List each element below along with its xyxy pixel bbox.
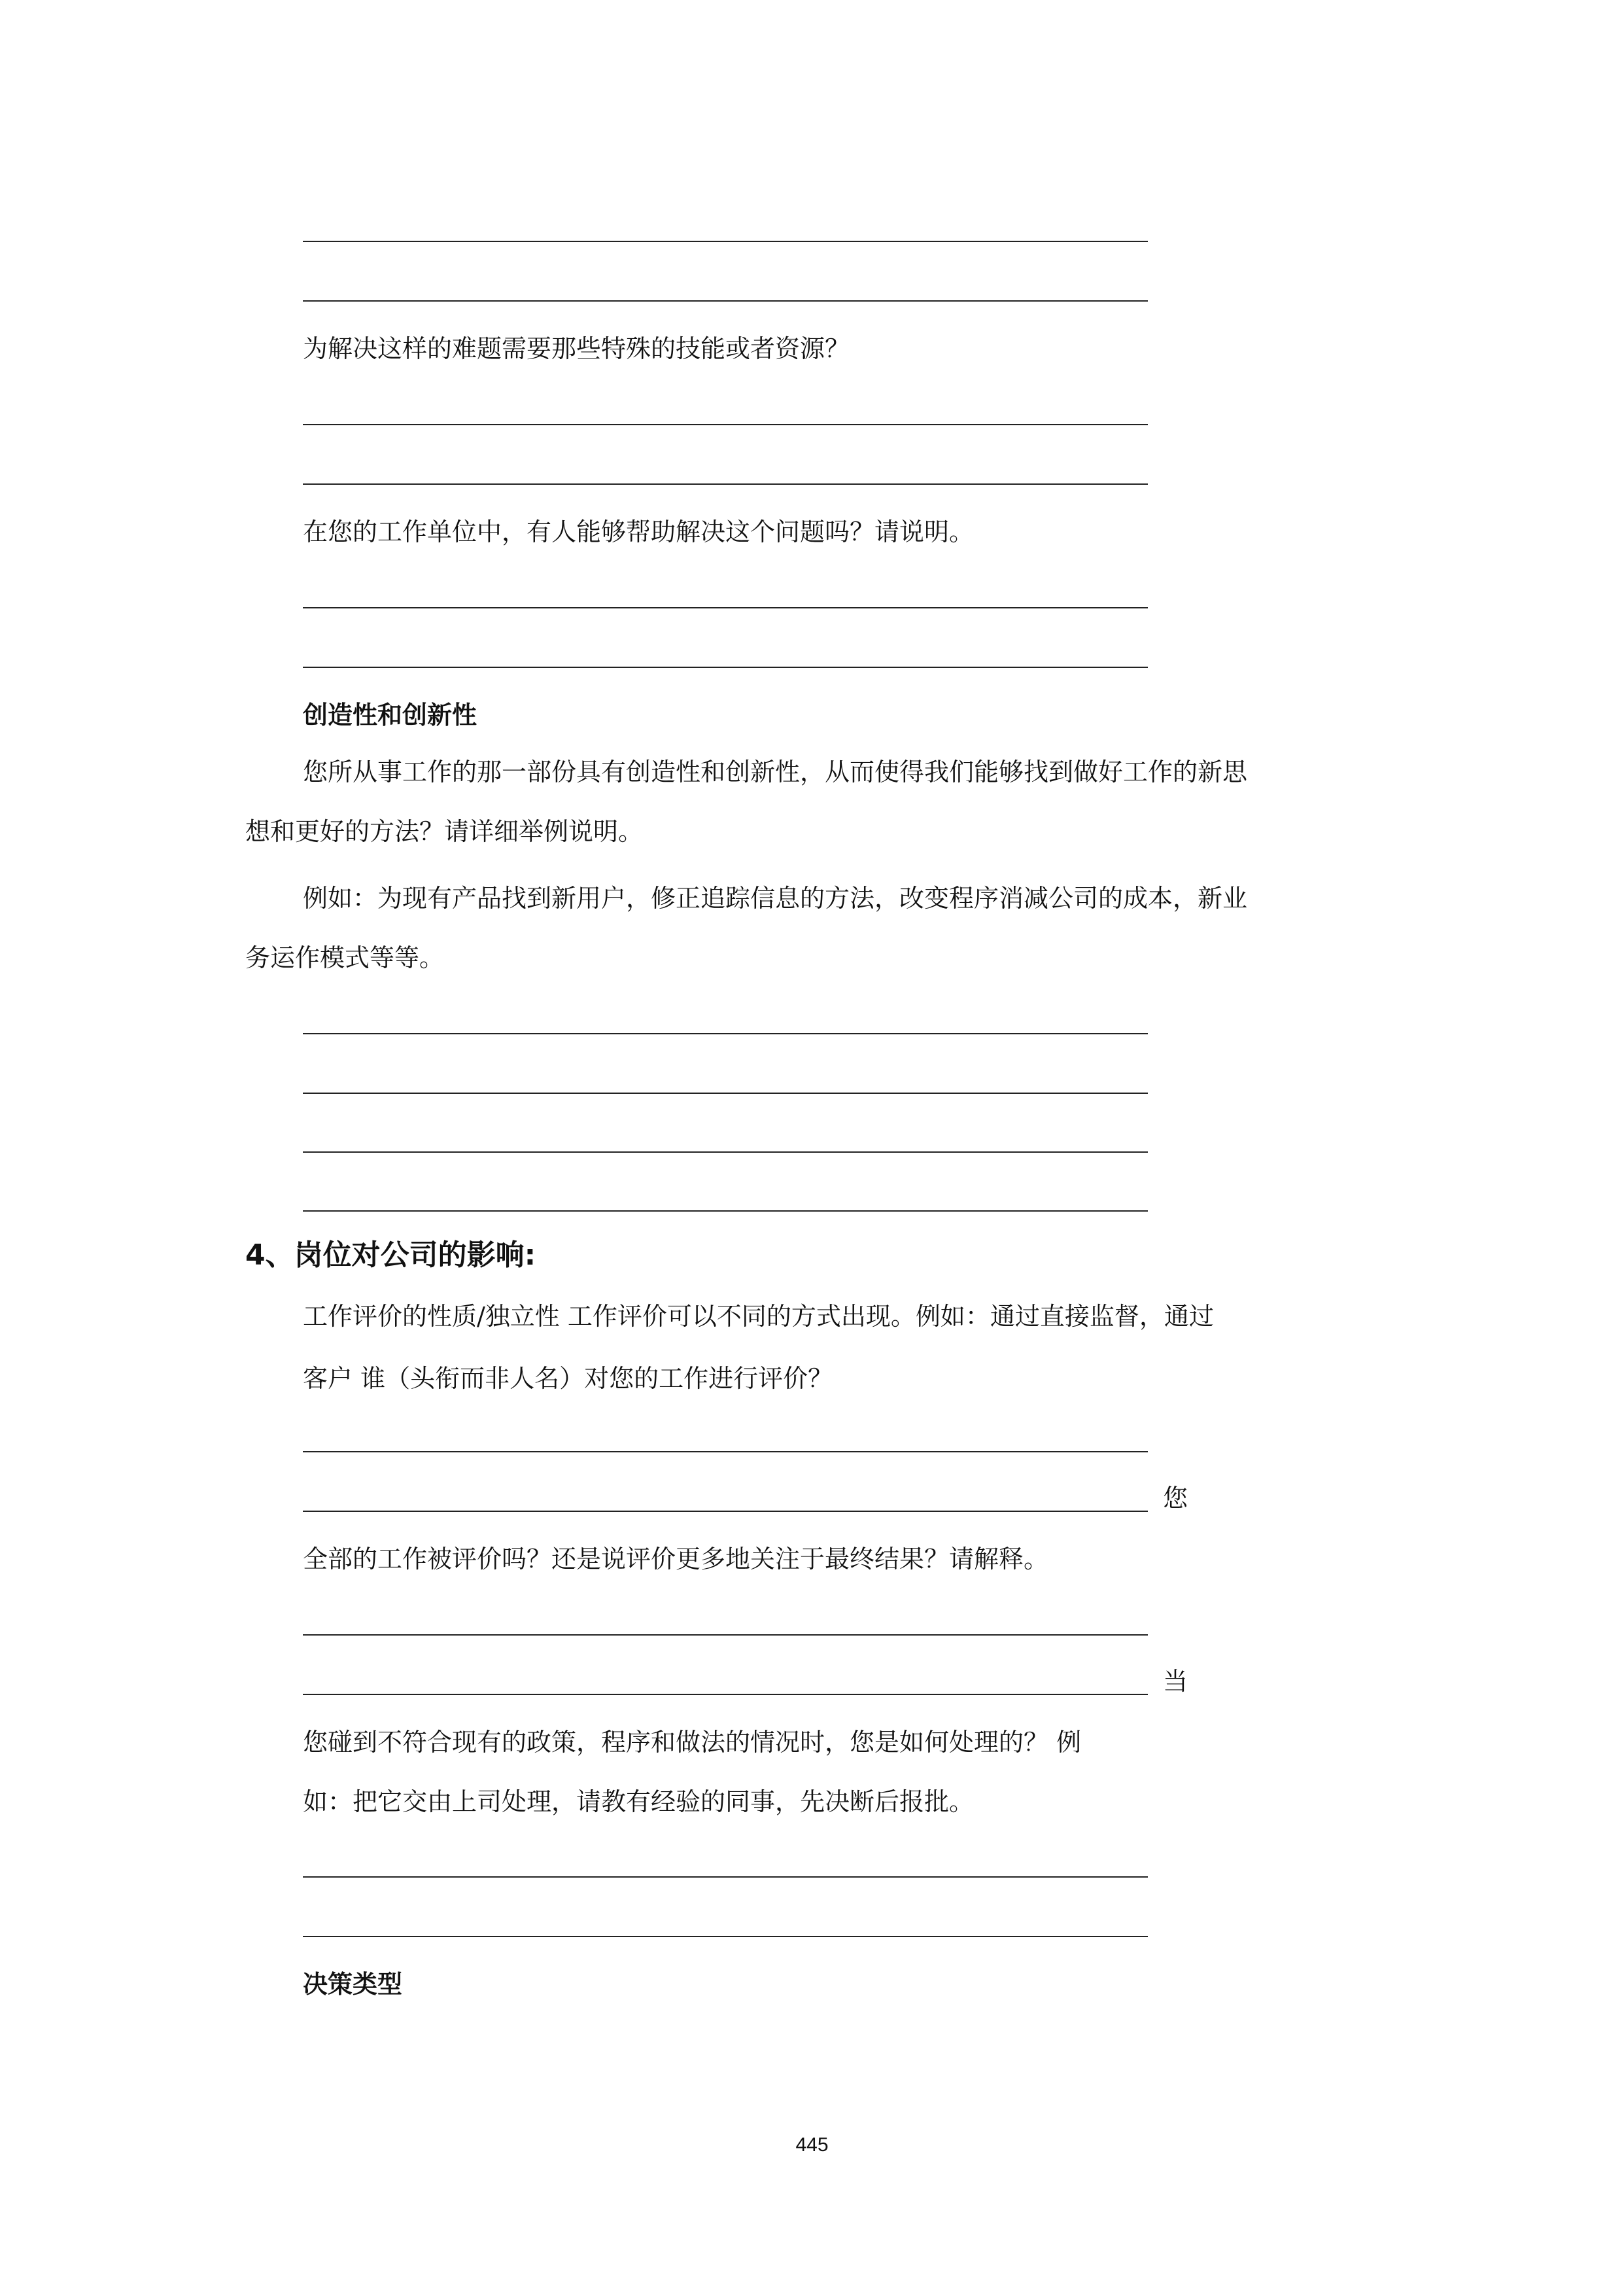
question-evaluation-line-2: 客户 谁（头衔而非人名）对您的工作进行评价？ (303, 1364, 833, 1393)
answer-line[interactable] (303, 1451, 1148, 1452)
creativity-paragraph-2-line-1: 例如：为现有产品找到新用户，修正追踪信息的方法，改变程序消减公司的成本，新业 (303, 884, 1248, 913)
question-special-skills: 为解决这样的难题需要那些特殊的技能或者资源？ (303, 334, 850, 363)
answer-line[interactable] (303, 1876, 1148, 1878)
answer-line[interactable] (303, 1936, 1148, 1937)
answer-line[interactable] (303, 667, 1148, 668)
answer-line[interactable] (303, 1151, 1148, 1153)
answer-line[interactable] (303, 300, 1148, 302)
answer-line[interactable] (303, 607, 1148, 608)
creativity-heading: 创造性和创新性 (303, 701, 477, 729)
page-number: 445 (795, 2134, 829, 2156)
answer-line[interactable] (303, 1033, 1148, 1034)
wrapped-character: 您 (1163, 1484, 1188, 1513)
creativity-paragraph-2-line-2: 务运作模式等等。 (245, 943, 445, 972)
answer-line[interactable] (303, 1694, 1148, 1695)
section-4-heading: 4、岗位对公司的影响: (245, 1238, 536, 1272)
creativity-paragraph-1-line-1: 您所从事工作的那一部份具有创造性和创新性，从而使得我们能够找到做好工作的新思 (303, 758, 1248, 786)
answer-line[interactable] (303, 424, 1148, 425)
question-who-can-help: 在您的工作单位中，有人能够帮助解决这个问题吗？请说明。 (303, 517, 975, 546)
decision-type-heading: 决策类型 (303, 1970, 403, 1999)
answer-line[interactable] (303, 1511, 1148, 1512)
wrapped-character: 当 (1163, 1667, 1188, 1696)
answer-line[interactable] (303, 483, 1148, 485)
creativity-paragraph-1-line-2: 想和更好的方法？请详细举例说明。 (245, 817, 644, 846)
question-policy-line-2: 如：把它交由上司处理，请教有经验的同事，先决断后报批。 (303, 1787, 975, 1816)
question-all-work-evaluated: 全部的工作被评价吗？还是说评价更多地关注于最终结果？请解释。 (303, 1545, 1049, 1573)
answer-line[interactable] (303, 1634, 1148, 1636)
answer-line[interactable] (303, 1210, 1148, 1212)
question-evaluation-line-1: 工作评价的性质/独立性 工作评价可以不同的方式出现。例如：通过直接监督，通过 (303, 1302, 1214, 1331)
answer-line[interactable] (303, 241, 1148, 242)
question-policy-line-1: 您碰到不符合现有的政策，程序和做法的情况时，您是如何处理的？ 例 (303, 1728, 1082, 1757)
answer-line[interactable] (303, 1093, 1148, 1094)
